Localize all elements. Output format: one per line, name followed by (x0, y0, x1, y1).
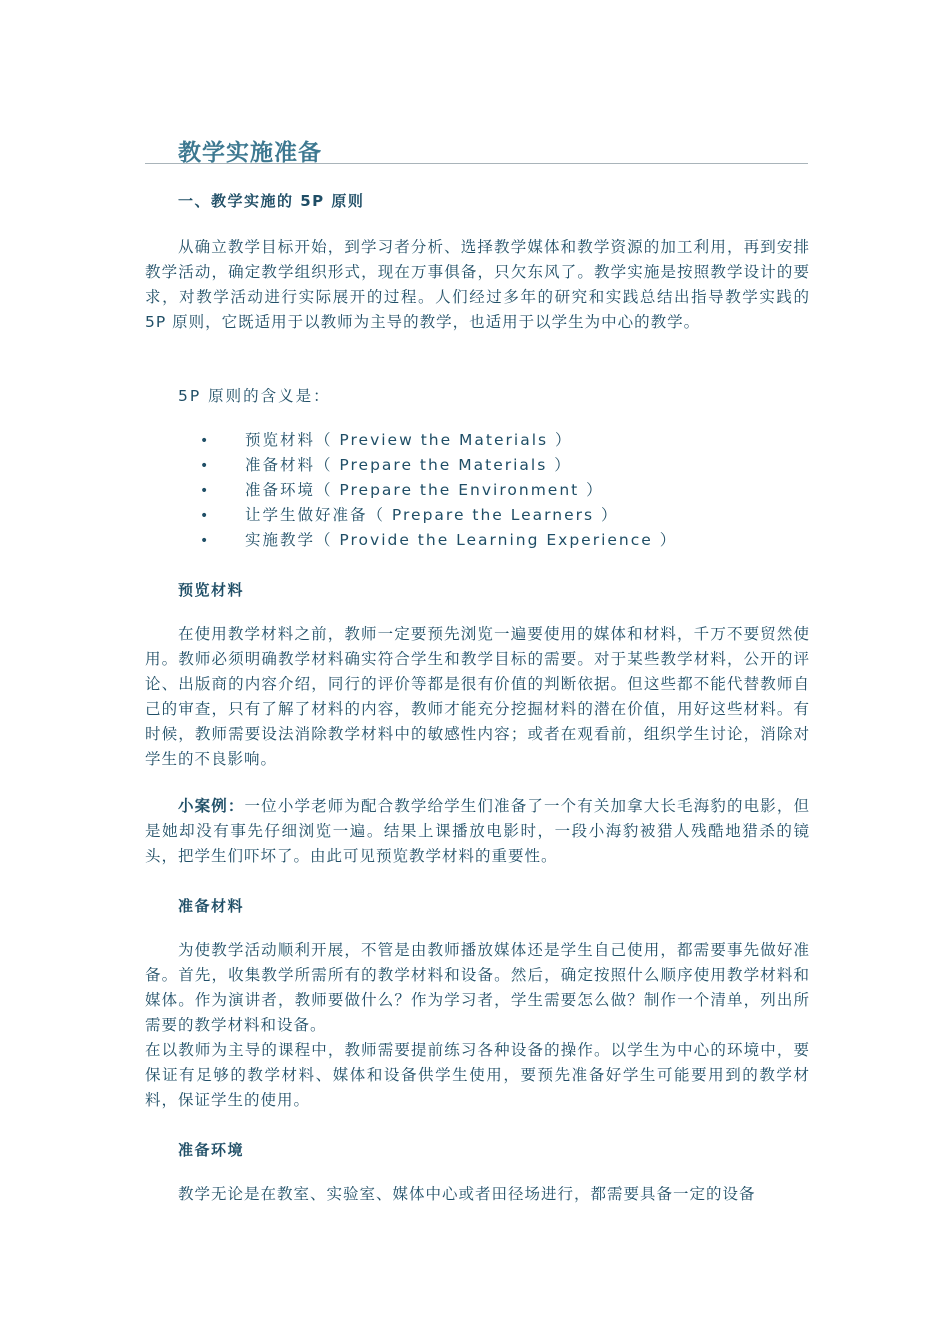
list-item (200, 478, 677, 503)
list-item-text: 让学生做好准备（ Prepare the Learners ） (245, 506, 619, 524)
list-item (200, 503, 677, 528)
heading-preview-materials: 预览材料 (178, 581, 245, 599)
principle-list (200, 428, 677, 553)
case-paragraph (145, 794, 810, 869)
case-label: 小案例： (178, 797, 245, 815)
list-item-text: 准备环境（ Prepare the Environment ） (245, 481, 604, 499)
bullet-icon: • (200, 483, 209, 499)
list-item-text: 准备材料（ Prepare the Materials ） (245, 456, 572, 474)
list-item (200, 453, 677, 478)
prepare-materials-paragraph-2: 在以教师为主导的课程中，教师需要提前练习各种设备的操作。以学生为中心的环境中，要保证有足够的教学材料、媒体和设备供学生使用，要预先准备好学生可能要用到的教学材料，保证学生的使用。 (145, 1041, 810, 1109)
meaning-line: 5P 原则的含义是： (178, 387, 331, 405)
preview-paragraph: 在使用教学材料之前，教师一定要预先浏览一遍要使用的媒体和材料，千万不要贸然使用。教师必须明确教学材料确实符合学生和教学目标的需要。对于某些教学材料，公开的评论、出版商的内容介绍，同行的评价等都是很有价值的判断依据。但这些都不能代替教师自己的审查，只有了解了材料的内容，教师才能充分挖掘材料的潜在价值，用好这些材料。有时候，教师需要设法消除教学材料中的敏感性内容；或者在观看前，组织学生讨论，消除对学生的不良影响。 (145, 625, 810, 768)
page-title: 教学实施准备 (178, 140, 322, 166)
bullet-icon: • (200, 508, 209, 524)
section-heading-5p-principle: 一、教学实施的 5P 原则 (178, 192, 365, 210)
heading-prepare-materials: 准备材料 (178, 897, 245, 915)
prepare-materials-paragraph-1: 为使教学活动顺利开展，不管是由教师播放媒体还是学生自己使用，都需要事先做好准备。首先，收集教学所需所有的教学材料和设备。然后，确定按照什么顺序使用教学材料和媒体。作为演讲者，教师要做什么？作为学习者，学生需要怎么做？制作一个清单，列出所需要的教学材料和设备。 (145, 941, 810, 1034)
list-item-text: 预览材料（ Preview the Materials ） (245, 431, 573, 449)
bullet-icon: • (200, 433, 209, 449)
list-item (200, 428, 677, 453)
bullet-icon: • (200, 533, 209, 549)
list-item (200, 528, 677, 553)
title-divider (145, 163, 808, 164)
bullet-icon: • (200, 458, 209, 474)
case-text: 一位小学老师为配合教学给学生们准备了一个有关加拿大长毛海豹的电影，但是她却没有事先仔细浏览一遍。结果上课播放电影时，一段小海豹被猎人残酷地猎杀的镜头，把学生们吓坏了。由此可见预览教学材料的重要性。 (145, 797, 810, 865)
intro-paragraph: 从确立教学目标开始，到学习者分析、选择教学媒体和教学资源的加工利用，再到安排教学活动，确定教学组织形式，现在万事俱备，只欠东风了。教学实施是按照教学设计的要求，对教学活动进行实际展开的过程。人们经过多年的研究和实践总结出指导教学实践的 5P 原则，它既适用于以教师为主导的教学，也适用于以学生为中心的教学。 (145, 238, 810, 331)
heading-prepare-environment: 准备环境 (178, 1141, 245, 1159)
prepare-environment-paragraph: 教学无论是在教室、实验室、媒体中心或者田径场进行，都需要具备一定的设备 (178, 1185, 756, 1203)
list-item-text: 实施教学（ Provide the Learning Experience ） (245, 531, 678, 549)
